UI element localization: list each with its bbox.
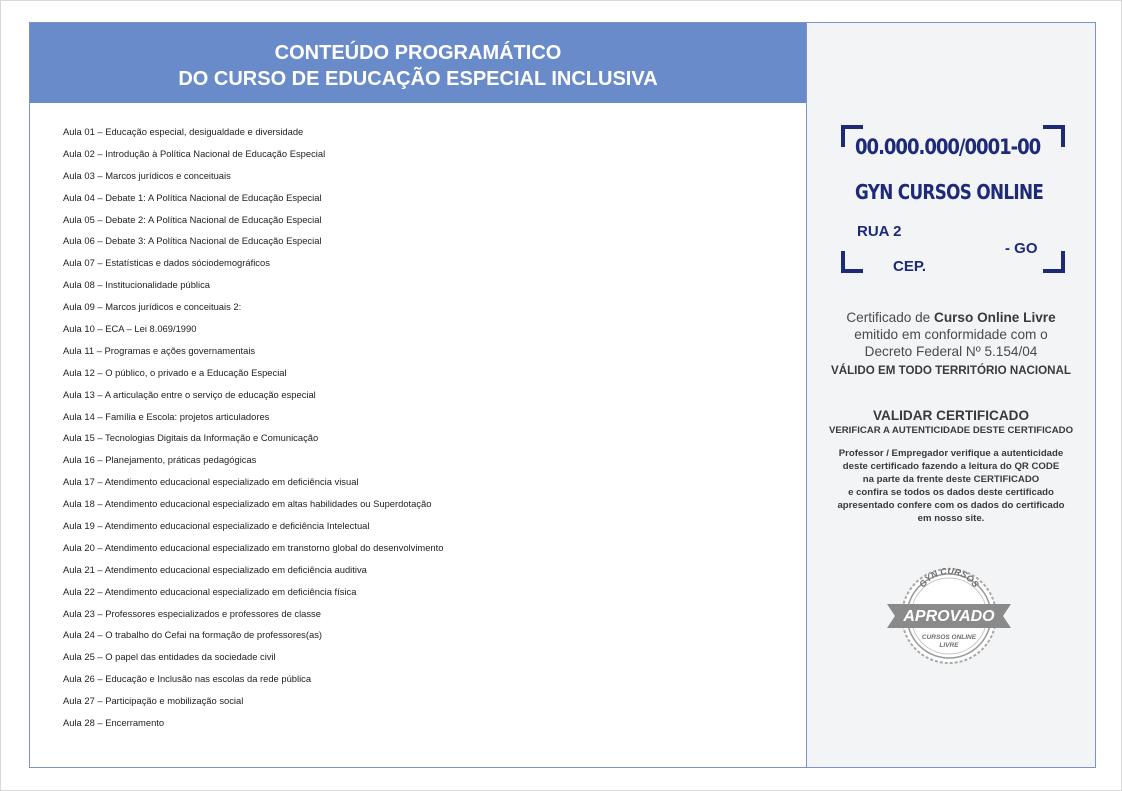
stamp-corner-bottom-right xyxy=(1043,251,1065,273)
lesson-item: Aula 04 – Debate 1: A Política Nacional de Educação Especial xyxy=(63,191,322,203)
seal-bottom-line2: LIVRE xyxy=(939,642,959,649)
lesson-item: Aula 03 – Marcos jurídicos e conceituais xyxy=(63,169,231,181)
lesson-item: Aula 22 – Atendimento educacional especializado em deficiência física xyxy=(63,585,357,597)
legal-prefix: Certificado de xyxy=(846,310,935,325)
syllabus-title-line1: CONTEÚDO PROGRAMÁTICO xyxy=(274,42,562,64)
legal-line2: emitido em conformidade com o xyxy=(854,327,1048,342)
legal-notice xyxy=(807,309,1095,360)
lesson-item: Aula 26 – Educação e Inclusão nas escolas da rede pública xyxy=(63,673,312,685)
lesson-item: Aula 28 – Encerramento xyxy=(63,717,165,729)
lesson-item: Aula 23 – Professores especializados e professores de classe xyxy=(63,607,321,619)
lesson-list xyxy=(63,121,443,734)
validate-instruction-line: apresentado confere com os dados do certificado xyxy=(837,500,1065,511)
certificate-back xyxy=(29,22,1096,768)
lesson-item: Aula 27 – Participação e mobilização social xyxy=(63,695,244,707)
lesson-item: Aula 25 – O papel das entidades da sociedade civil xyxy=(63,651,276,663)
lesson-item: Aula 01 – Educação especial, desigualdade e diversidade xyxy=(63,126,304,137)
validate-instruction-line: em nosso site. xyxy=(917,513,985,524)
lesson-item: Aula 02 – Introdução à Política Nacional de Educação Especial xyxy=(63,147,326,159)
national-validity: VÁLIDO EM TODO TERRITÓRIO NACIONAL xyxy=(830,364,1072,377)
validate-subtitle: VERIFICAR A AUTENTICIDADE DESTE CERTIFICADO xyxy=(828,425,1074,436)
stamp-company-name: GYN CURSOS ONLINE xyxy=(855,180,1044,204)
lesson-item: Aula 09 – Marcos jurídicos e conceituais 2: xyxy=(63,301,242,313)
syllabus-header xyxy=(30,23,806,103)
lesson-item: Aula 19 – Atendimento educacional especializado e deficiência Intelectual xyxy=(63,520,370,532)
lesson-item: Aula 14 – Família e Escola: projetos articuladores xyxy=(63,410,270,422)
lesson-item: Aula 08 – Institucionalidade pública xyxy=(63,279,210,291)
lesson-item: Aula 15 – Tecnologias Digitais da Informação e Comunicação xyxy=(63,432,319,444)
stamp-cep: CEP. xyxy=(893,258,927,275)
seal-bottom-line1: CURSOS ONLINE xyxy=(921,634,977,641)
approved-seal xyxy=(881,564,1017,668)
validate-instruction-line: deste certificado fazendo a leitura do QR CODE xyxy=(842,461,1060,472)
seal-banner-text: APROVADO xyxy=(903,608,995,625)
lesson-item: Aula 16 – Planejamento, práticas pedagógicas xyxy=(63,454,257,466)
lesson-item: Aula 18 – Atendimento educacional especializado em altas habilidades ou Superdotação xyxy=(63,498,432,510)
validate-title: VALIDAR CERTIFICADO xyxy=(872,408,1030,423)
company-stamp xyxy=(841,125,1065,273)
legal-line3: Decreto Federal Nº 5.154/04 xyxy=(864,344,1038,359)
validate-instruction-line: na parte da frente deste CERTIFICADO xyxy=(862,474,1040,485)
lesson-item: Aula 07 – Estatísticas e dados sóciodemográficos xyxy=(63,257,270,269)
lesson-item: Aula 05 – Debate 2: A Política Nacional de Educação Especial xyxy=(63,213,322,225)
lesson-item: Aula 20 – Atendimento educacional especializado em transtorno global do desenvolvimento xyxy=(63,541,444,553)
lesson-item: Aula 24 – O trabalho do Cefai na formação de professores(as) xyxy=(63,629,322,641)
syllabus-title-line2: DO CURSO DE EDUCAÇÃO ESPECIAL INCLUSIVA xyxy=(178,68,658,90)
lesson-item: Aula 10 – ECA – Lei 8.069/1990 xyxy=(63,323,197,335)
seal-top-text: GYN CURSOS xyxy=(917,565,981,590)
syllabus-panel xyxy=(30,23,807,767)
lesson-item: Aula 13 – A articulação entre o serviço de educação especial xyxy=(63,388,316,400)
lesson-item: Aula 11 – Programas e ações governamentais xyxy=(63,344,256,356)
lesson-item: Aula 21 – Atendimento educacional especializado em deficiência auditiva xyxy=(63,563,367,575)
validation-panel xyxy=(807,23,1095,767)
stamp-corner-top-right xyxy=(1043,125,1065,147)
lesson-item: Aula 06 – Debate 3: A Política Nacional de Educação Especial xyxy=(63,235,322,247)
validate-instruction-line: Professor / Empregador verifique a autenticidade xyxy=(838,448,1064,459)
legal-course-type: Curso Online Livre xyxy=(934,310,1056,325)
validate-instruction-line: e confira se todos os dados deste certificado xyxy=(848,487,1054,498)
stamp-state: - GO xyxy=(1005,240,1038,257)
stamp-corner-bottom-left xyxy=(841,251,863,273)
lesson-item: Aula 12 – O público, o privado e a Educação Especial xyxy=(63,366,287,378)
stamp-street: RUA 2 xyxy=(857,223,902,240)
validate-instructions xyxy=(817,447,1085,525)
stamp-cnpj: 00.000.000/0001-00 xyxy=(855,135,1041,159)
lesson-item: Aula 17 – Atendimento educacional especializado em deficiência visual xyxy=(63,476,359,488)
